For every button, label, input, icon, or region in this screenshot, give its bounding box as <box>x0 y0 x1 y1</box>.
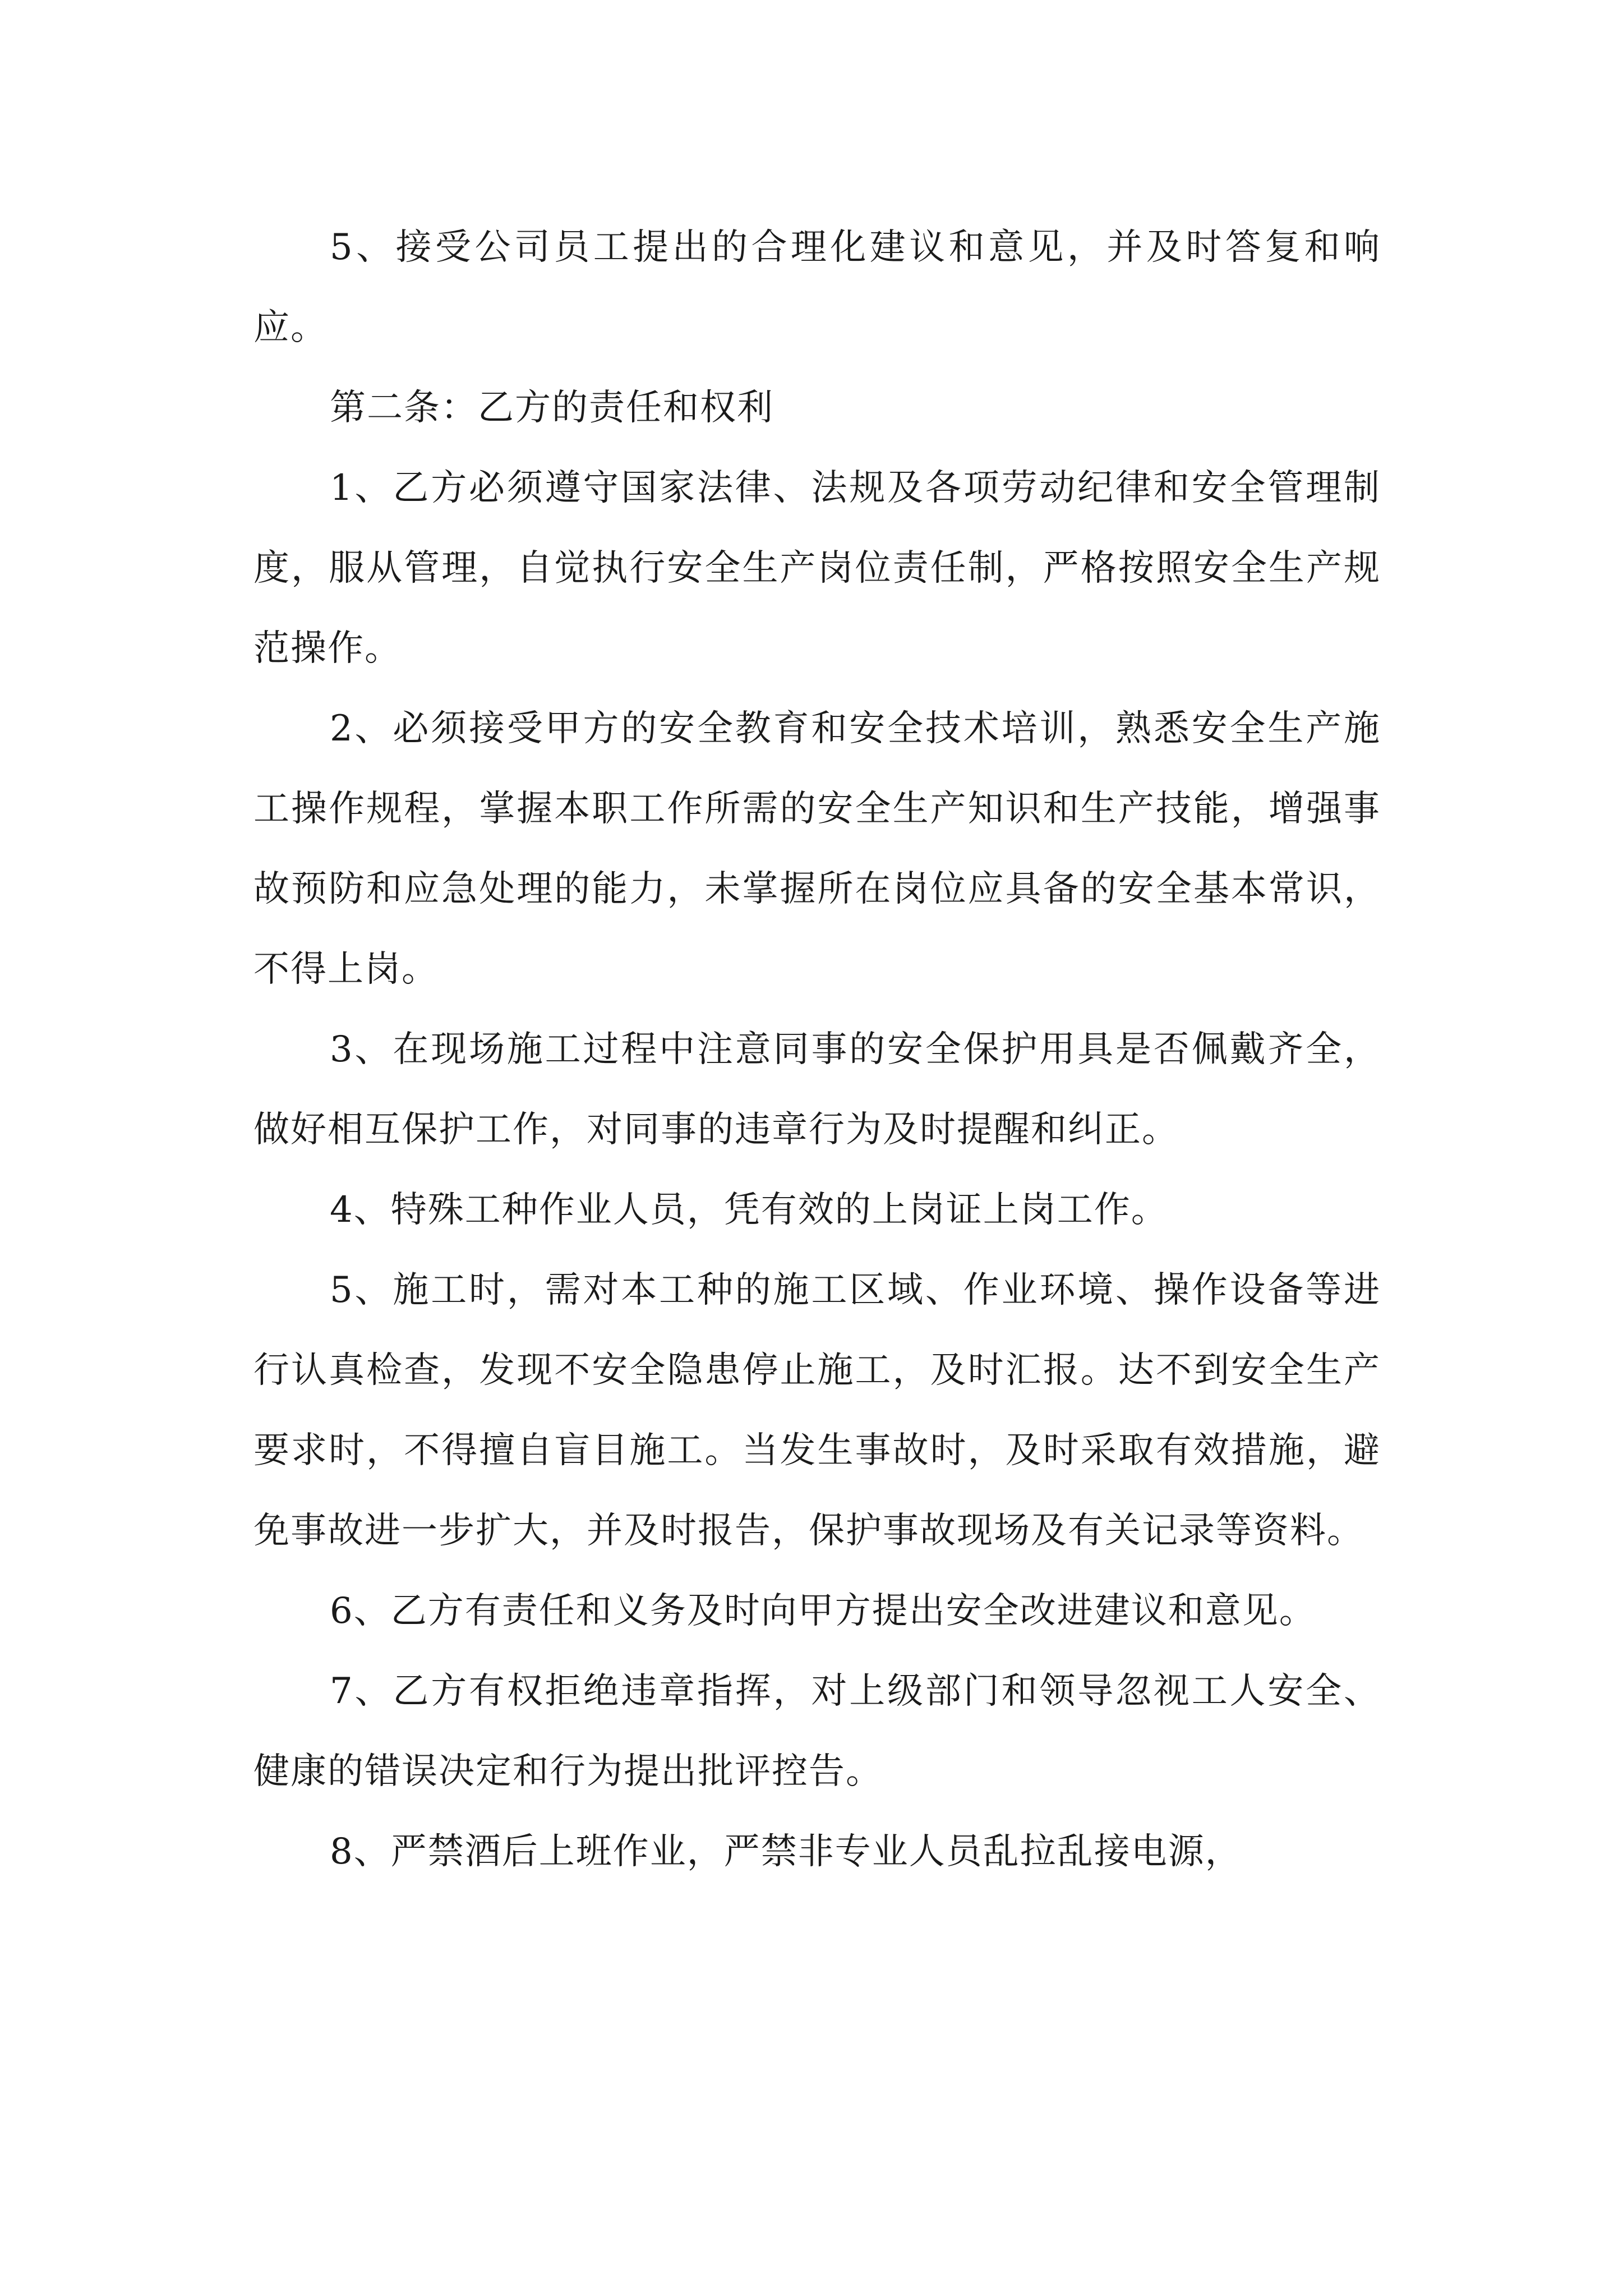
section-heading-article-2: 第二条：乙方的责任和权利 <box>330 387 774 429</box>
paragraph-item-5-inspection: 5、施工时，需对本工种的施工区域、作业环境、操作设备等进行认真检查，发现不安全隐患停止施工，及时汇报。达不到安全生产要求时，不得擅自盲目施工。当发生事故时，及时采取有效措施，避免事故进一步扩大，并及时报告，保护事故现场及有关记录等资料。 <box>253 1269 1381 1552</box>
paragraph-item-8-prohibitions: 8、严禁酒后上班作业，严禁非专业人员乱拉乱接电源， <box>330 1831 1242 1872</box>
paragraph-item-2-training: 2、必须接受甲方的安全教育和安全技术培训，熟悉安全生产施工操作规程，掌握本职工作所需的安全生产知识和生产技能，增强事故预防和应急处理的能力，未掌握所在岗位应具备的安全基本常识，不得上岗。 <box>253 708 1381 990</box>
paragraph-item-7-refusal: 7、乙方有权拒绝违章指挥，对上级部门和领导忽视工人安全、健康的错误决定和行为提出批评控告。 <box>253 1671 1381 1792</box>
paragraph-item-6-improvement: 6、乙方有责任和义务及时向甲方提出安全改进建议和意见。 <box>330 1590 1316 1632</box>
paragraph-item-5-suggestions: 5、接受公司员工提出的合理化建议和意见，并及时答复和响应。 <box>253 227 1381 348</box>
document-body <box>253 208 1381 1892</box>
paragraph-item-4-special-workers: 4、特殊工种作业人员，凭有效的上岗证上岗工作。 <box>330 1189 1168 1231</box>
paragraph-item-1-compliance: 1、乙方必须遵守国家法律、法规及各项劳动纪律和安全管理制度，服从管理，自觉执行安全生产岗位责任制，严格按照安全生产规范操作。 <box>253 467 1381 669</box>
paragraph-item-3-mutual-protection: 3、在现场施工过程中注意同事的安全保护用具是否佩戴齐全，做好相互保护工作，对同事的违章行为及时提醒和纠正。 <box>253 1029 1381 1151</box>
